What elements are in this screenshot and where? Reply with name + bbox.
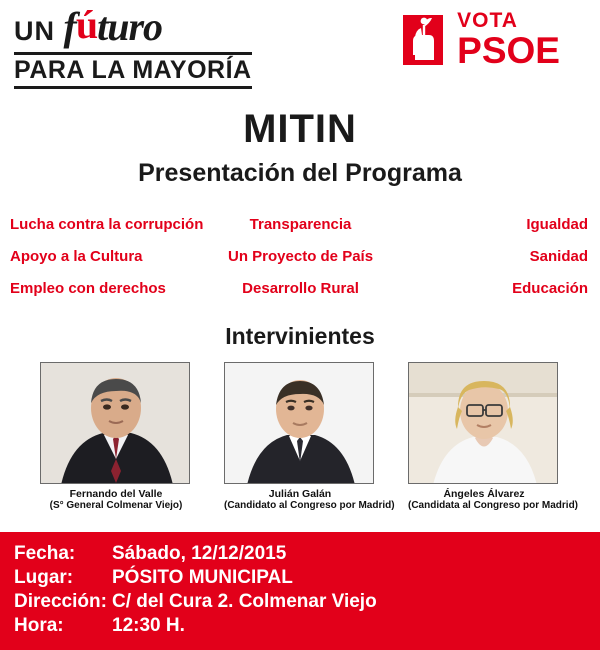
detail-row-lugar bbox=[0, 566, 600, 590]
slogan-line-1 bbox=[14, 2, 274, 50]
party-brand bbox=[401, 10, 560, 69]
slogan-accent-mark: ú bbox=[75, 2, 98, 47]
topic-item: Sanidad bbox=[529, 248, 588, 265]
detail-row-hora bbox=[0, 614, 600, 638]
speaker-photo-julian-galan bbox=[224, 362, 374, 484]
speaker-card bbox=[408, 362, 579, 512]
topic-item: Educación bbox=[512, 280, 588, 297]
speaker-name: Fernando del Valle bbox=[69, 488, 163, 500]
detail-value: Sábado, 12/12/2015 bbox=[112, 543, 287, 564]
poster-header bbox=[0, 0, 600, 85]
speakers-heading: Intervinientes bbox=[225, 323, 375, 349]
speaker-role: (Candidato al Congreso por Madrid) bbox=[224, 500, 395, 511]
party-name: PSOE bbox=[457, 30, 560, 71]
topic-item: Un Proyecto de País bbox=[228, 248, 374, 265]
speakers-list bbox=[0, 362, 600, 512]
vota-label: VOTA bbox=[457, 9, 518, 32]
vote-call-to-action bbox=[457, 10, 560, 69]
detail-value: 12:30 H. bbox=[112, 615, 185, 636]
slogan-line-2 bbox=[14, 52, 252, 89]
detail-value: C/ del Cura 2. Colmenar Viejo bbox=[112, 591, 377, 612]
speaker-name: Ángeles Álvarez bbox=[443, 488, 525, 500]
event-details-bar bbox=[0, 532, 600, 650]
speaker-role: (S° General Colmenar Viejo) bbox=[49, 500, 183, 511]
detail-label: Dirección: bbox=[14, 591, 107, 612]
topic-item: Apoyo a la Cultura bbox=[10, 248, 143, 265]
topic-item: Lucha contra la corrupción bbox=[10, 216, 204, 233]
page-subtitle: Presentación del Programa bbox=[138, 159, 462, 187]
detail-label: Hora: bbox=[14, 615, 64, 636]
speaker-photo-angeles-alvarez bbox=[408, 362, 558, 484]
detail-label: Fecha: bbox=[14, 543, 76, 564]
topic-item: Igualdad bbox=[526, 216, 588, 233]
topic-item: Empleo con derechos bbox=[10, 280, 166, 297]
detail-row-fecha bbox=[0, 542, 600, 566]
speaker-card bbox=[224, 362, 395, 512]
topic-item: Transparencia bbox=[249, 216, 352, 233]
detail-row-direccion bbox=[0, 590, 600, 614]
speaker-card bbox=[40, 362, 192, 512]
slogan-line-2-text: PARA LA MAYORÍA bbox=[14, 56, 252, 84]
speaker-photo-fernando-del-valle bbox=[40, 362, 190, 484]
speaker-name: Julián Galán bbox=[268, 488, 332, 500]
campaign-slogan bbox=[14, 2, 274, 89]
page-title: MITIN bbox=[243, 107, 357, 151]
speaker-role: (Candidata al Congreso por Madrid) bbox=[408, 500, 579, 511]
topics-grid bbox=[0, 216, 600, 297]
detail-label: Lugar: bbox=[14, 567, 74, 588]
detail-value: PÓSITO MUNICIPAL bbox=[112, 567, 293, 588]
slogan-word-futuro: fúturo bbox=[63, 2, 163, 49]
psoe-fist-rose-icon bbox=[401, 11, 447, 69]
topic-item: Desarrollo Rural bbox=[242, 280, 359, 297]
event-title-block bbox=[0, 107, 600, 188]
slogan-word-un: UN bbox=[14, 16, 55, 46]
